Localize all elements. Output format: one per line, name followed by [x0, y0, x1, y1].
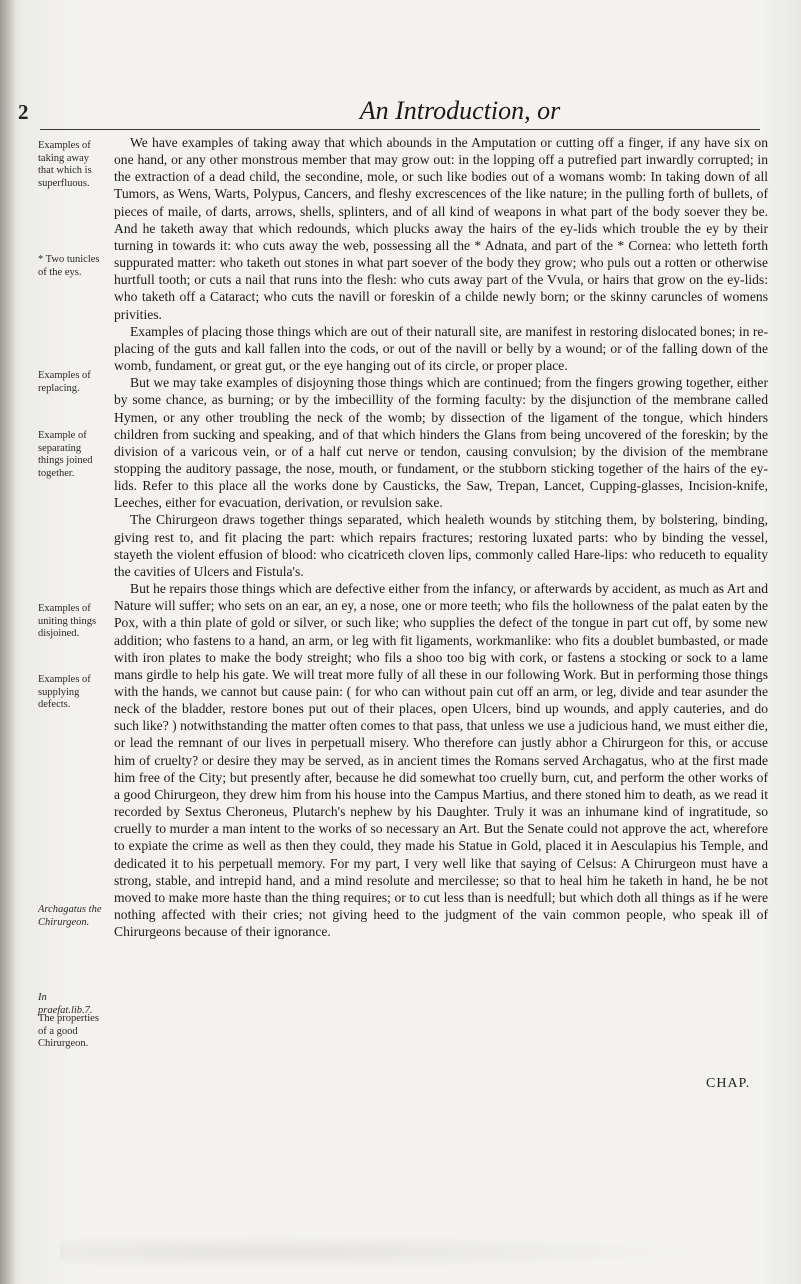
- margin-note-separating: Example of separating things joined together.: [38, 430, 93, 479]
- margin-note-archagatus: Archagatus the Chirurgeon.: [38, 904, 102, 928]
- margin-note-supplying: Examples of supplying defects.: [38, 674, 91, 710]
- paragraph-supplying: But he repairs those things which are defective either from the infancy, or afterwards by accident, as much as Art and Nature will suffer; who sets on an ear, an ey, a nose, one or more teeth; who fils the hollowness of the palat eaten by the Pox, with a thin plate of gold or silver, or such like; who supplies the defect of the tongue in part cut off, by some new addition; who fastens to a hand, an arm, or leg with fit ligaments, workmanlike: who fits a doublet bumbasted, or made with iron plates to make the body streight; who fils a shoo too big with cork, or fastens a stocking or sock to a lame mans girdle to help his gate. We will treat more fully of all these in our following Work. But in performing those things with the hands, we cannot but cause pain: ( for who can without pain cut off an arm, or leg, divide and tear asunder the neck of the bladder, restore bones put out of their places, open Ulcers, bind up wounds, and apply cauteries, and do such like? ) notwithstanding the matter often comes to that pass, that unless we use a judicious hand, we must either die, or lead the remnant of our lives in perpetuall misery. Who therefore can justly abhor a Chirurgeon for this, or accuse him of cruelty? or desire they may be served, as in ancient times the Romans served Archagatus, who at the first made him free of the City; but presently after, because he did somewhat too cruelly burn, cut, and perform the other works of a good Chirurgeon, they drew him from his house into the Campus Martius, and there stoned him to death, as we read it recorded by Sextus Cheroneus, Plutarch's nephew by his Daughter. Truly it was an inhumane kind of ingratitude, so cruelly to murder a man intent to the works of so necessary an Art. But the Senate could not approve the act, wherefore to expiate the crime as well as then they could, they made his Statue in Gold, placed it in Aesculapius his Temple, and dedicated it to his perpetuall memory. For my part, I very well like that saying of Celsus: A Chirurgeon must have a strong, stable, and intrepid hand, and a mind resolute and mercilesse; so that to heal him he taketh in hand, he be not moved to make more haste than the thing requires; or to cut less than is needfull; but which doth all things as if he were nothing affected with their cries; not giving heed to the judgment of the vain common people, who speak ill of Chirurgeons because of their ignorance.: [114, 581, 768, 940]
- page-number: 2: [18, 100, 29, 124]
- header-rule: [40, 129, 760, 130]
- margin-note-tunicles: * Two tunicles of the eys.: [38, 254, 100, 278]
- margin-note-taking-away: Examples of taking away that which is superfluous.: [38, 140, 92, 189]
- margin-note-properties: The properties of a good Chirurgeon.: [38, 1013, 99, 1049]
- paragraph-replacing: Examples of placing those things which are out of their naturall site, are manifest in restoring dislocated bones; in re-placing of the guts and kall fallen into the cods, or out of the navill or belly by a wound; or of the falling down of the womb, fundament, or great gut, or the eye hanging out of its circle, or proper place.: [114, 323, 768, 374]
- margin-note-praefat: In praefat.lib.7.: [38, 992, 93, 1016]
- page-stain: [60, 1232, 760, 1272]
- paragraph-disjoyning: But we may take examples of disjoyning those things which are continued; from the fingers growing together, either by some chance, as burning; or by the imbecillity of the forming faculty: by the disjunction of the membrane called Hymen, or any other troubling the neck of the womb; by dissection of the ligament of the tongue, which hinders children from sucking and speaking, and of that which hinders the Glans from being uncovered of the foreskin; by the division of a varicous vein, or of a half cut nerve or tendon, causing convulsion; by the division of the membrane stopping the auditory passage, the nose, mouth, or fundament, or the stubborn sticking together of the hairs of the ey-lids. Refer to this place all the works done by Causticks, the Saw, Trepan, Lancet, Cupping-glasses, Incision-knife, Leeches, either for evacuation, derivation, or revulsion sake.: [114, 375, 768, 511]
- body-text: [114, 134, 768, 940]
- margin-note-uniting: Examples of uniting things disjoined.: [38, 603, 97, 639]
- margin-note-replacing: Examples of replacing.: [38, 370, 91, 394]
- gutter-shadow: [0, 0, 16, 1284]
- catchword: CHAP.: [706, 1076, 751, 1091]
- paragraph-taking-away: We have examples of taking away that which abounds in the Amputation or cutting off a finger, if any have six on one hand, or any other monstrous member that may grow out: in the lopping off a putrefied part inwardly corrupted; in the extraction of a dead child, the secondine, mole, or such like bodies out of a womans womb: In taking down of all Tumors, as Wens, Warts, Polypus, Cancers, and fleshy excrescences of the like nature; in the pulling forth of bullets, of pieces of maile, of darts, arrows, shells, splinters, and of all kind of weapons in what part of the body soever they be. And he taketh away that which redounds, which plucks away the hairs of the ey-lids which trouble the ey by their turning in towards it: who cuts away the web, possessing all the * Adnata, and part of the * Cornea: who letteth forth suppurated matter: who taketh out stones in what part soever of the body they grow; who puls out a rotten or otherwise hurtfull tooth; or cuts a nail that runs into the flesh: who cuts away part of the Vvula, or hairs that grow on the ey-lids: who taketh off a Cataract; who cuts the navill or foreskin of a childe newly born; or the skinny caruncles of womens privities.: [114, 135, 768, 322]
- paragraph-uniting: The Chirurgeon draws together things separated, which healeth wounds by stitching them, by bolstering, binding, giving rest to, and fit placing the part: which repairs fractures; restoring luxated parts: who by binding the vessel, stayeth the violent effusion of blood: who cicatriceth cloven lips, commonly called Hare-lips: who reduceth to equality the cavities of Ulcers and Fistula's.: [114, 512, 768, 579]
- running-head: An Introduction, or: [359, 96, 561, 125]
